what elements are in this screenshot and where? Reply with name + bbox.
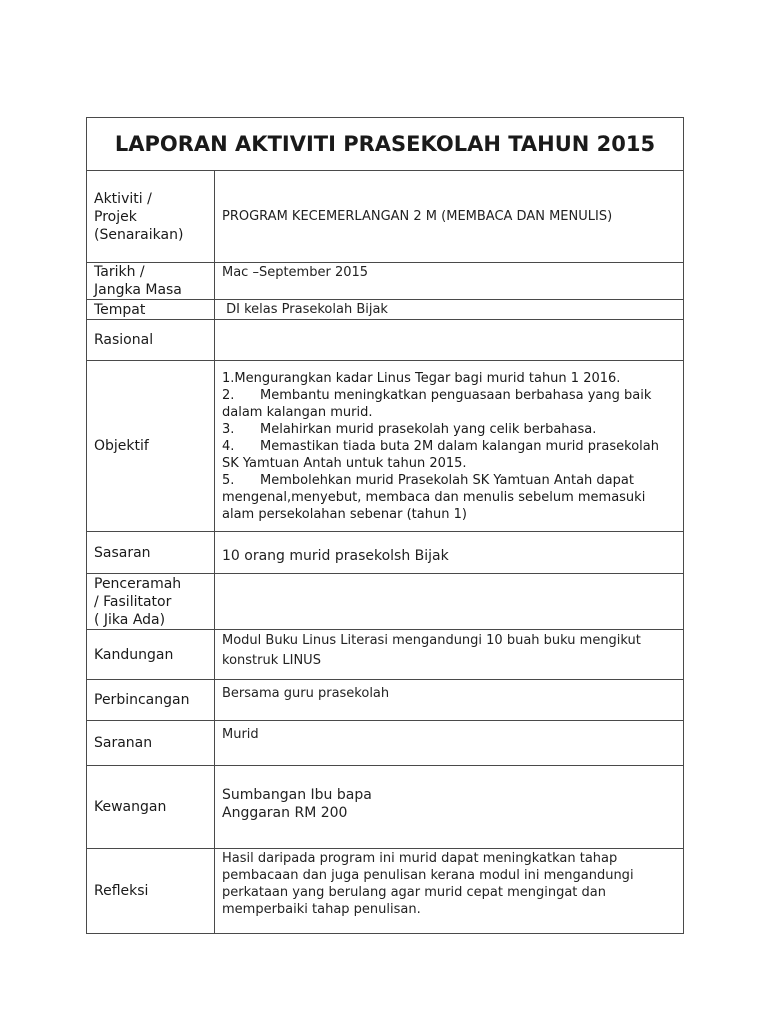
- label-tarikh: [87, 263, 215, 300]
- value-saranan-text: Murid: [222, 727, 259, 742]
- value-kandungan-text: Modul Buku Linus Literasi mengandungi 10 buah buku mengikut konstruk LINUS: [222, 633, 641, 668]
- label-objektif: [87, 361, 215, 532]
- value-saranan: [215, 721, 684, 766]
- row-tempat: [87, 300, 684, 320]
- label-refleksi: [87, 849, 215, 934]
- value-kewangan: [215, 766, 684, 849]
- value-tarikh-text: Mac –September 2015: [222, 265, 369, 280]
- label-penceramah-text: Penceramah / Fasilitator ( Jika Ada): [94, 575, 182, 628]
- label-perbincangan: [87, 680, 215, 721]
- objektif-item-text: Membolehkan murid Prasekolah SK Yamtuan Antah dapat mengenal,menyebut, membaca dan menulis sebelum memasuki alam persekolahan sebenar (tahun 1): [222, 472, 646, 522]
- objektif-item: [222, 421, 676, 438]
- label-saranan-text: Saranan: [94, 735, 153, 751]
- label-rasional-text: Rasional: [94, 332, 154, 348]
- objektif-item: [222, 370, 676, 387]
- value-sasaran: [215, 532, 684, 574]
- objektif-item-text: Memastikan tiada buta 2M dalam kalangan murid prasekolah SK Yamtuan Antah untuk tahun 2015.: [222, 438, 659, 471]
- row-objektif: [87, 361, 684, 532]
- label-sasaran-text: Sasaran: [94, 544, 151, 561]
- label-tempat-text: Tempat: [94, 301, 146, 318]
- row-sasaran: [87, 532, 684, 574]
- label-tarikh-text: Tarikh / Jangka Masa: [94, 264, 182, 298]
- report-table: [86, 117, 684, 934]
- report-title: LAPORAN AKTIVITI PRASEKOLAH TAHUN 2015: [87, 118, 684, 171]
- value-perbincangan: [215, 680, 684, 721]
- label-penceramah: [87, 574, 215, 630]
- objektif-item-number: 1.: [222, 370, 235, 386]
- label-kewangan: [87, 766, 215, 849]
- value-tempat-text: DI kelas Prasekolah Bijak: [222, 302, 388, 317]
- value-aktiviti: [215, 171, 684, 263]
- label-perbincangan-text: Perbincangan: [94, 692, 190, 708]
- objektif-item-number: 3.: [222, 421, 235, 437]
- value-sasaran-text: 10 orang murid prasekolsh Bijak: [222, 548, 449, 564]
- objektif-item: [222, 438, 676, 472]
- objektif-item-number: 2.: [222, 387, 235, 403]
- label-objektif-text: Objektif: [94, 438, 149, 454]
- row-refleksi: [87, 849, 684, 934]
- label-kandungan-text: Kandungan: [94, 646, 174, 663]
- objektif-list: [222, 370, 676, 523]
- row-tarikh: [87, 263, 684, 300]
- label-kandungan: [87, 630, 215, 680]
- value-penceramah: [215, 574, 684, 630]
- label-saranan: [87, 721, 215, 766]
- objektif-item-number: 4.: [222, 438, 235, 454]
- value-refleksi-text: Hasil daripada program ini murid dapat meningkatkan tahap pembacaan dan juga penulisan kerana modul ini mengandungi perkataan yang berulang agar murid cepat mengingat dan memperbaiki tahap penulisan.: [222, 851, 634, 917]
- row-rasional: [87, 320, 684, 361]
- label-refleksi-text: Refleksi: [94, 883, 149, 899]
- value-tempat: [215, 300, 684, 320]
- value-aktiviti-text: PROGRAM KECEMERLANGAN 2 M (MEMBACA DAN MENULIS): [222, 209, 613, 224]
- title-row: [87, 118, 684, 171]
- value-rasional: [215, 320, 684, 361]
- value-tarikh: [215, 263, 684, 300]
- objektif-item-text: Melahirkan murid prasekolah yang celik berbahasa.: [260, 421, 597, 437]
- label-aktiviti: [87, 171, 215, 263]
- label-aktiviti-text: Aktiviti / Projek (Senaraikan): [94, 190, 184, 243]
- objektif-item: [222, 387, 676, 421]
- row-penceramah: [87, 574, 684, 630]
- row-kewangan: [87, 766, 684, 849]
- row-saranan: [87, 721, 684, 766]
- label-sasaran: [87, 532, 215, 574]
- label-kewangan-text: Kewangan: [94, 799, 167, 815]
- label-tempat: [87, 300, 215, 320]
- value-kandungan: [215, 630, 684, 680]
- row-aktiviti: [87, 171, 684, 263]
- value-objektif: [215, 361, 684, 532]
- value-perbincangan-text: Bersama guru prasekolah: [222, 686, 390, 701]
- value-refleksi: [215, 849, 684, 934]
- objektif-item-text: Mengurangkan kadar Linus Tegar bagi murid tahun 1 2016.: [234, 370, 621, 386]
- value-kewangan-text: Sumbangan Ibu bapa Anggaran RM 200: [222, 787, 372, 821]
- objektif-item-number: 5.: [222, 472, 235, 488]
- row-perbincangan: [87, 680, 684, 721]
- label-rasional: [87, 320, 215, 361]
- row-kandungan: [87, 630, 684, 680]
- objektif-item: [222, 472, 676, 523]
- objektif-item-text: Membantu meningkatkan penguasaan berbahasa yang baik dalam kalangan murid.: [222, 387, 652, 420]
